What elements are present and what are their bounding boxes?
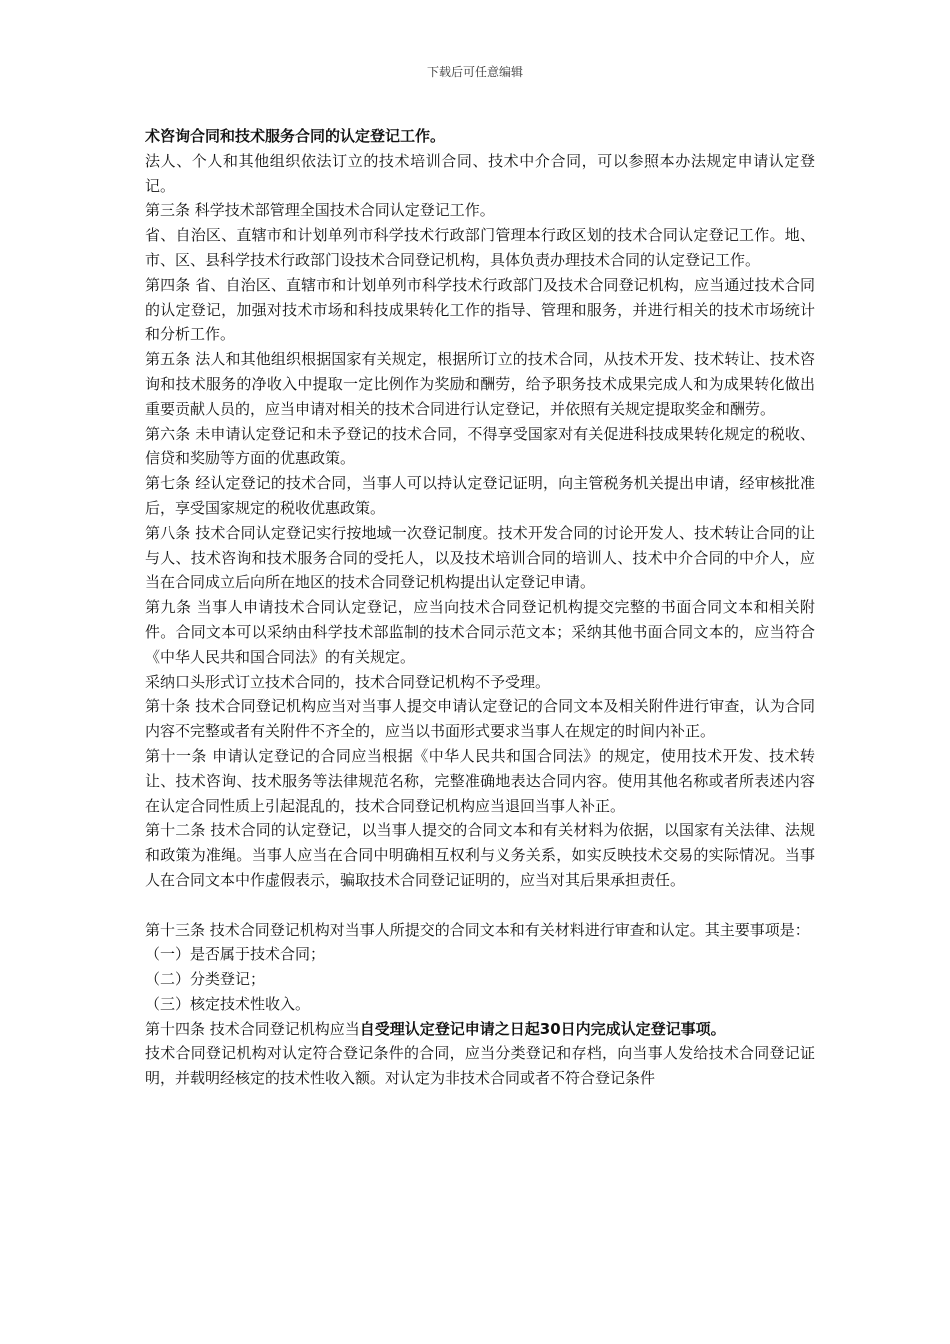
document-body bbox=[145, 124, 815, 1091]
article-14 bbox=[145, 1017, 815, 1042]
article-6: 第六条 未申请认定登记和未予登记的技术合同，不得享受国家对有关促进科技成果转化规定的税收、信贷和奖励等方面的优惠政策。 bbox=[145, 424, 815, 468]
paragraph-spacer bbox=[145, 893, 815, 918]
article-9: 第九条 当事人申请技术合同认定登记，应当向技术合同登记机构提交完整的书面合同文本和相关附件。合同文本可以采纳由科学技术部监制的技术合同示范文本；采纳其他书面合同文本的，应当符合《中华人民共和国合同法》的有关规定。 bbox=[145, 598, 815, 666]
article-14-bold: 自受理认定登记申请之日起30日内完成认定登记事项。 bbox=[359, 1019, 726, 1038]
article-5: 第五条 法人和其他组织根据国家有关规定，根据所订立的技术合同，从技术开发、技术转让、技术咨询和技术服务的净收入中提取一定比例作为奖励和酬劳，给予职务技术成果完成人和为成果转化做出重要贡献人员的，应当申请对相关的技术合同进行认定登记，并依照有关规定提取奖金和酬劳。 bbox=[145, 350, 815, 418]
article-12: 第十二条 技术合同的认定登记，以当事人提交的合同文本和有关材料为依据，以国家有关法律、法规和政策为准绳。当事人应当在合同中明确相互权利与义务关系，如实反映技术交易的实际情况。当事人在合同文本中作虚假表示，骗取技术合同登记证明的，应当对其后果承担责任。 bbox=[145, 821, 815, 889]
paragraph-continuation-heading: 术咨询合同和技术服务合同的认定登记工作。 bbox=[145, 127, 446, 145]
article-8: 第八条 技术合同认定登记实行按地域一次登记制度。技术开发合同的讨论开发人、技术转让合同的让与人、技术咨询和技术服务合同的受托人，以及技术培训合同的培训人、技术中介合同的中介人，应当在合同成立后向所在地区的技术合同登记机构提出认定登记申请。 bbox=[145, 523, 815, 592]
article-10: 第十条 技术合同登记机构应当对当事人提交申请认定登记的合同文本及相关附件进行审查，认为合同内容不完整或者有关附件不齐全的，应当以书面形式要求当事人在规定的时间内补正。 bbox=[145, 697, 815, 741]
article-13-item-2: （二）分类登记； bbox=[145, 970, 266, 989]
article-9-oral-form: 采纳口头形式订立技术合同的，技术合同登记机构不予受理。 bbox=[145, 672, 551, 691]
article-13-item-1: （一）是否属于技术合同； bbox=[145, 945, 326, 964]
article-13: 第十三条 技术合同登记机构对当事人所提交的合同文本和有关材料进行审查和认定。其主要事项是： bbox=[145, 920, 810, 939]
article-7: 第七条 经认定登记的技术合同，当事人可以持认定登记证明，向主管税务机关提出申请，经审核批准后，享受国家规定的税收优惠政策。 bbox=[145, 474, 815, 517]
article-11: 第十一条 申请认定登记的合同应当根据《中华人民共和国合同法》的规定，使用技术开发、技术转让、技术咨询、技术服务等法律规范名称，完整准确地表达合同内容。使用其他名称或者所表述内容在认定合同性质上引起混乱的，技术合同登记机构应当退回当事人补正。 bbox=[145, 746, 815, 815]
article-14-detail: 技术合同登记机构对认定符合登记条件的合同，应当分类登记和存档，向当事人发给技术合同登记证明，并载明经核定的技术性收入额。对认定为非技术合同或者不符合登记条件 bbox=[145, 1044, 815, 1088]
article-4: 第四条 省、自治区、直辖市和计划单列市科学技术行政部门及技术合同登记机构，应当通过技术合同的认定登记，加强对技术市场和科技成果转化工作的指导、管理和服务，并进行相关的技术市场统计和分析工作。 bbox=[145, 275, 815, 344]
paragraph-training-contracts: 法人、个人和其他组织依法订立的技术培训合同、技术中介合同，可以参照本办法规定申请认定登记。 bbox=[145, 151, 815, 195]
article-3: 第三条 科学技术部管理全国技术合同认定登记工作。 bbox=[145, 201, 495, 220]
article-13-item-3: （三）核定技术性收入。 bbox=[145, 994, 311, 1013]
article-14-plain: 第十四条 技术合同登记机构应当 bbox=[145, 1019, 360, 1038]
article-3-detail: 省、自治区、直辖市和计划单列市科学技术行政部门管理本行政区划的技术合同认定登记工作。地、市、区、县科学技术行政部门设技术合同登记机构，具体负责办理技术合同的认定登记工作。 bbox=[145, 226, 815, 269]
page-header-note: 下载后可任意编辑 bbox=[426, 65, 523, 79]
